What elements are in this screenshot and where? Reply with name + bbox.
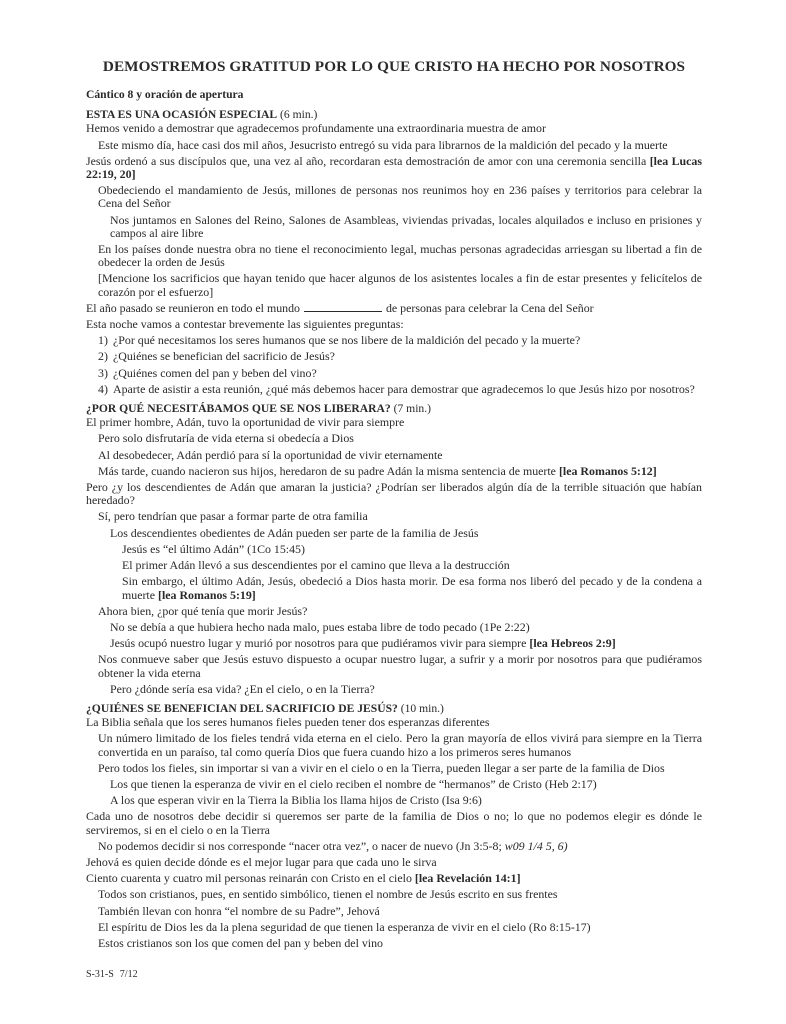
point: Sí, pero tendrían que pasar a formar parte de otra familia bbox=[98, 509, 368, 524]
point: Esta noche vamos a contestar brevemente las siguientes preguntas: bbox=[86, 317, 404, 332]
point: A los que esperan vivir en la Tierra la Biblia los llama hijos de Cristo (Isa 9:6) bbox=[110, 793, 482, 808]
form-code: S-31-S bbox=[86, 969, 114, 980]
point: Pero solo disfrutaría de vida eterna si obedecía a Dios bbox=[98, 431, 354, 446]
form-date: 7/12 bbox=[119, 969, 138, 980]
scripture-reference: [lea Lucas 22:19, 20] bbox=[86, 153, 702, 182]
section-title: ¿POR QUÉ NECESITÁBAMOS QUE SE NOS LIBERARA? bbox=[86, 402, 391, 416]
point: Pero ¿dónde sería esa vida? ¿En el cielo, o en la Tierra? bbox=[110, 681, 375, 696]
point: En los países donde nuestra obra no tiene el reconocimiento legal, muchas personas agradecidas arriesgan su libertad a fin de obedecer la orden de Jesús bbox=[98, 242, 702, 270]
question-item bbox=[86, 350, 702, 363]
question-number: 1) bbox=[98, 333, 108, 348]
point: Nos juntamos en Salones del Reino, Salones de Asambleas, viviendas privadas, locales alquilados e incluso en prisiones y campos al aire libre bbox=[110, 212, 702, 240]
point: No se debía a que hubiera hecho nada malo, pues estaba libre de todo pecado (1Pe 2:22) bbox=[110, 619, 530, 634]
point: Los que tienen la esperanza de vivir en el cielo reciben el nombre de “hermanos” de Cristo (Heb 2:17) bbox=[110, 776, 597, 791]
section-title: ¿QUIÉNES SE BENEFICIAN DEL SACRIFICIO DE JESÚS? bbox=[86, 701, 398, 715]
document-title: DEMOSTREMOS GRATITUD POR LO QUE CRISTO HA HECHO POR NOSOTROS bbox=[102, 58, 686, 75]
instruction-note: [Mencione los sacrificios que hayan tenido que hacer algunos de los asistentes locales a fin de estar presentes y felicítelos de corazón por el esfuerzo] bbox=[98, 271, 702, 299]
point: Jesús es “el último Adán” (1Co 15:45) bbox=[122, 541, 305, 556]
section-why-freed bbox=[86, 402, 702, 696]
section-special-occasion bbox=[86, 108, 702, 396]
scripture-reference: [lea Revelación 14:1] bbox=[414, 871, 521, 886]
section-title: ESTA ES UNA OCASIÓN ESPECIAL bbox=[86, 108, 278, 122]
point: Pero todos los fieles, sin importar si van a vivir en el cielo o en la Tierra, pueden llegar a ser parte de la familia de Dios bbox=[98, 760, 665, 775]
point bbox=[86, 155, 702, 181]
point: También llevan con honra “el nombre de su Padre”, Jehová bbox=[98, 903, 380, 918]
point: La Biblia señala que los seres humanos fieles pueden tener dos esperanzas diferentes bbox=[86, 715, 490, 730]
point bbox=[86, 840, 702, 853]
document-footer bbox=[86, 968, 138, 981]
point: Ahora bien, ¿por qué tenía que morir Jesús? bbox=[98, 603, 308, 618]
point: Estos cristianos son los que comen del pan y beben del vino bbox=[98, 935, 383, 950]
section-heading bbox=[86, 108, 702, 121]
question-number: 3) bbox=[98, 365, 108, 380]
point: Cada uno de nosotros debe decidir si queremos ser parte de la familia de Dios o no; lo que no podemos elegir es dónde le serviremos, si en el cielo o en la Tierra bbox=[86, 809, 702, 837]
point bbox=[86, 637, 702, 650]
point-text: El año pasado se reunieron en todo el mundo bbox=[86, 300, 300, 315]
opening-song: Cántico 8 y oración de apertura bbox=[86, 88, 244, 101]
question-text: ¿Quiénes comen del pan y beben del vino? bbox=[113, 365, 317, 380]
section-time: (10 min.) bbox=[400, 701, 444, 715]
point-text: de personas para celebrar la Cena del Señor bbox=[385, 300, 594, 315]
point: Los descendientes obedientes de Adán pueden ser parte de la familia de Jesús bbox=[110, 525, 479, 540]
publication-reference: w09 1/4 5, 6) bbox=[504, 838, 568, 853]
section-time: (6 min.) bbox=[280, 108, 318, 122]
section-heading bbox=[86, 702, 702, 715]
scripture-reference: [lea Romanos 5:12] bbox=[558, 463, 657, 478]
attendance-blank bbox=[304, 302, 382, 312]
point-text: No podemos decidir si nos corresponde “nacer otra vez”, o nacer de nuevo (Jn 3:5-8; bbox=[98, 838, 502, 853]
scripture-reference: [lea Hebreos 2:9] bbox=[529, 636, 616, 651]
question-text: Aparte de asistir a esta reunión, ¿qué más debemos hacer para demostrar que agradecemos lo que Jesús hizo por nosotros? bbox=[113, 381, 695, 396]
question-item bbox=[86, 383, 702, 396]
question-number: 2) bbox=[98, 349, 108, 364]
point: Nos conmueve saber que Jesús estuvo dispuesto a ocupar nuestro lugar, a sufrir y a morir por nosotros para que pudiéramos obtener la vida eterna bbox=[98, 652, 702, 680]
point: El primer hombre, Adán, tuvo la oportunidad de vivir para siempre bbox=[86, 415, 405, 430]
question-text: ¿Por qué necesitamos los seres humanos que se nos libere de la maldición del pecado y la muerte? bbox=[113, 333, 581, 348]
attendance-point bbox=[86, 302, 702, 315]
section-time: (7 min.) bbox=[393, 402, 431, 416]
point-text: Sin embargo, el último Adán, Jesús, obedeció a Dios hasta morir. De esa forma nos liberó del pecado y de la condena a muerte bbox=[122, 574, 702, 602]
point: Pero ¿y los descendientes de Adán que amaran la justicia? ¿Podrían ser liberados algún día de la terrible situación que habían heredado? bbox=[86, 480, 702, 508]
point: Todos son cristianos, pues, en sentido simbólico, tienen el nombre de Jesús escrito en sus frentes bbox=[98, 887, 558, 902]
question-text: ¿Quiénes se benefician del sacrificio de Jesús? bbox=[113, 349, 335, 364]
point: El primer Adán llevó a sus descendientes por el camino que lleva a la destrucción bbox=[122, 558, 510, 573]
question-item bbox=[86, 367, 702, 380]
question-number: 4) bbox=[98, 381, 108, 396]
point-text: Más tarde, cuando nacieron sus hijos, heredaron de su padre Adán la misma sentencia de muerte bbox=[98, 463, 556, 478]
point: Al desobedecer, Adán perdió para sí la oportunidad de vivir eternamente bbox=[98, 447, 443, 462]
point: Un número limitado de los fieles tendrá vida eterna en el cielo. Pero la gran mayoría de ellos vivirá para siempre en la Tierra convertida en un paraíso, tal como quería Dios que fuera cuando hizo a los primeros seres humanos bbox=[98, 731, 702, 759]
point: Obedeciendo el mandamiento de Jesús, millones de personas nos reunimos hoy en 236 países y territorios para celebrar la Cena del Señor bbox=[98, 183, 702, 211]
point: Este mismo día, hace casi dos mil años, Jesucristo entregó su vida para librarnos de la maldición del pecado y la muerte bbox=[98, 137, 668, 152]
section-heading bbox=[86, 402, 702, 415]
point-text: Ciento cuarenta y cuatro mil personas reinarán con Cristo en el cielo bbox=[86, 871, 412, 886]
scripture-reference: [lea Romanos 5:19] bbox=[158, 587, 256, 602]
point bbox=[86, 575, 702, 601]
point: El espíritu de Dios les da la plena seguridad de que tienen la esperanza de vivir en el cielo (Ro 8:15-17) bbox=[98, 919, 591, 934]
point: Hemos venido a demostrar que agradecemos profundamente una extraordinaria muestra de amor bbox=[86, 121, 546, 136]
point-text: Jesús ocupó nuestro lugar y murió por nosotros para que pudiéramos vivir para siempre bbox=[110, 636, 527, 651]
point bbox=[86, 872, 702, 885]
point-text: Jesús ordenó a sus discípulos que, una vez al año, recordaran esta demostración de amor con una ceremonia sencilla bbox=[86, 153, 647, 168]
point: Jehová es quien decide dónde es el mejor lugar para que cada uno le sirva bbox=[86, 854, 437, 869]
point bbox=[86, 465, 702, 478]
section-who-benefits bbox=[86, 702, 702, 950]
question-item bbox=[86, 334, 702, 347]
